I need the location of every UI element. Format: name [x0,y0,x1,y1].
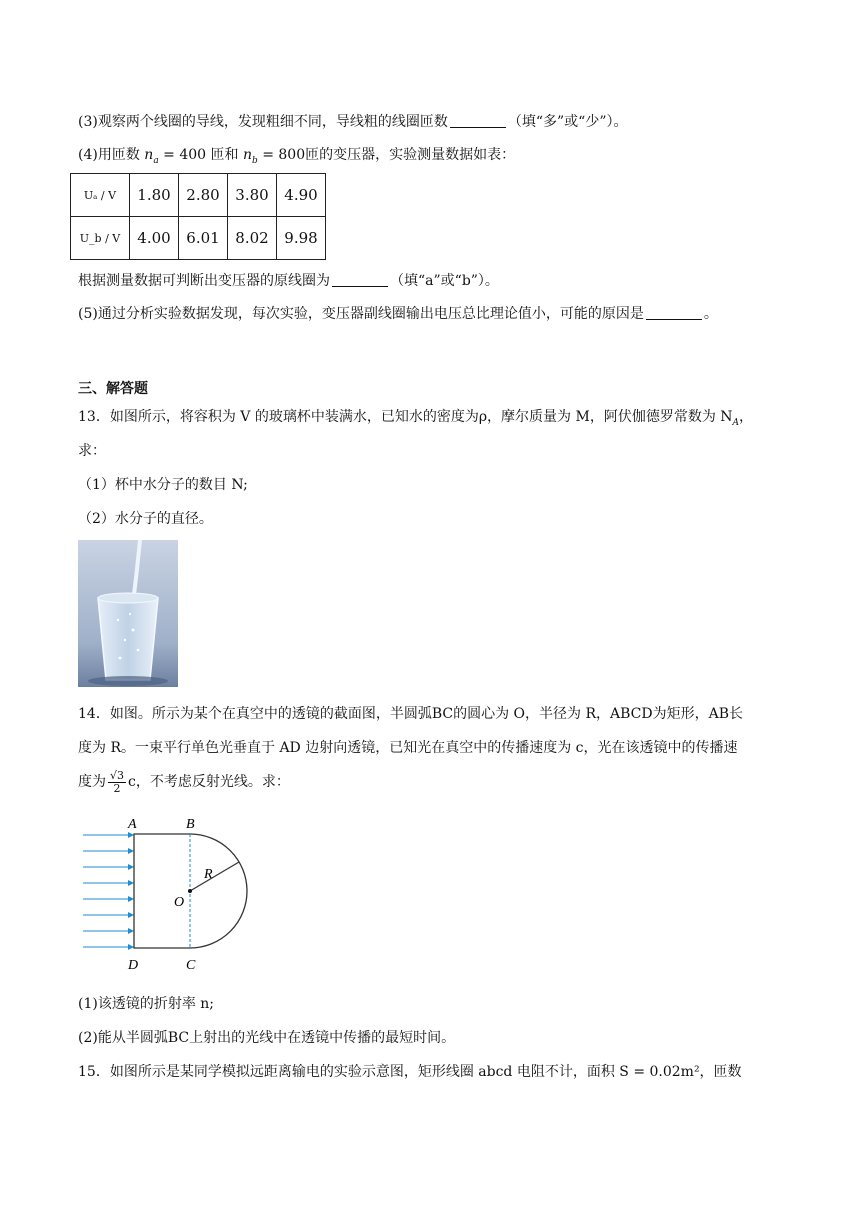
q13-stem-cont: 求： [78,443,106,459]
center-point [188,889,192,893]
light-rays [83,835,133,947]
lens-diagram [78,812,278,977]
q12-part4-conclusion: 根据测量数据可判断出变压器的原线圈为 （填“a”或“b”）。 [78,273,499,289]
answer-blank[interactable] [646,305,702,320]
table-row [71,217,326,260]
table-cell: 8.02 [228,217,277,260]
q15-stem: 15．如图所示是某同学模拟远距离输电的实验示意图，矩形线圈 abcd 电阻不计，面积 S = 0.02m²，匝数 [78,1064,742,1080]
q14-part2: (2)能从半圆弧BC上射出的光线中在透镜中传播的最短时间。 [78,1030,456,1046]
q12-part3: (3)观察两个线圈的导线，发现粗细不同，导线粗的线圈匝数 （填“多”或“少”）。 [78,114,628,130]
answer-blank[interactable] [450,113,506,128]
q14-stem-3: 度为 $\frac{√3}{2}$ c，不考虑反射光线。求： [78,768,290,795]
label-d: D [128,958,139,973]
q13-part2: （2）水分子的直径。 [78,511,213,527]
label-c: C [186,958,196,973]
fraction: $\frac{√3}{2}$ [110,768,125,795]
glass-of-water-image [78,540,178,687]
answer-blank[interactable] [332,272,388,287]
label-o: O [174,895,185,910]
q14-stem-1: 14．如图。所示为某个在真空中的透镜的截面图，半圆弧BC的圆心为 O，半径为 R，ABCD为矩形，AB长 [78,706,743,722]
radius-line [190,862,239,891]
table-cell: 3.80 [228,174,277,217]
q12-part4: (4)用匝数 $n_a = 400$ 匝和 $n_b = 800$匝的变压器，实验测量数据如表： [78,147,516,166]
label-r: R [204,867,213,882]
table-row [71,174,326,217]
ua-label: Uₐ / V [71,174,130,217]
table-cell: 1.80 [130,174,179,217]
label-b: B [186,817,195,832]
table-cell: 4.90 [277,174,326,217]
voltage-table [70,173,326,260]
q13-part1: （1）杯中水分子的数目 N; [78,477,248,493]
section-title: 三、解答题 [78,381,148,397]
q13-stem: 13．如图所示，将容积为 V 的玻璃杯中装满水，已知水的密度为ρ，摩尔质量为 M，阿伏伽德罗常数为 $N_A$， [78,409,754,428]
table-cell: 2.80 [179,174,228,217]
ub-label: U_b / V [71,217,130,260]
table-cell: 6.01 [179,217,228,260]
q14-part1: (1)该透镜的折射率 n; [78,996,215,1012]
table-cell: 9.98 [277,217,326,260]
q12-part5: (5)通过分析实验数据发现，每次实验，变压器副线圈输出电压总比理论值小，可能的原因是 。 [78,306,718,322]
label-a: A [128,817,137,832]
table-cell: 4.00 [130,217,179,260]
q14-stem-2: 度为 R。一束平行单色光垂直于 AD 边射向透镜，已知光在真空中的传播速度为 c，光在该透镜中的传播速 [78,740,738,756]
